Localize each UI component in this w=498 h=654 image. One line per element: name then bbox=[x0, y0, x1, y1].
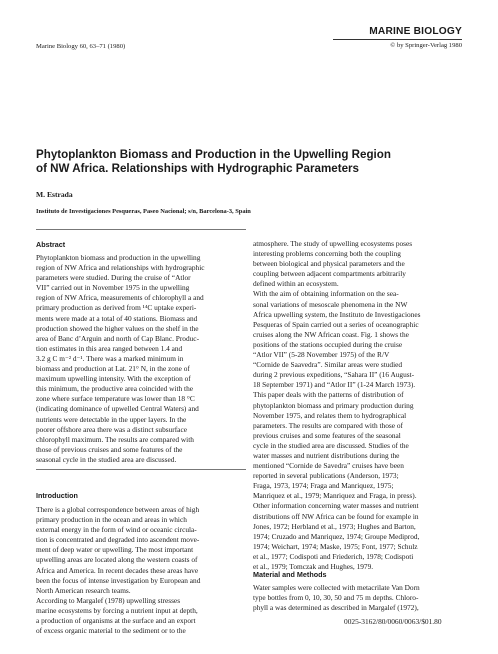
journal-name: MARINE BIOLOGY bbox=[369, 26, 462, 37]
text-line: ment of deep water or upwelling. The most important bbox=[36, 545, 194, 555]
author-name: M. Estrada bbox=[36, 190, 73, 199]
text-line: marine ecosystems by forcing a nutrient input at depth, bbox=[36, 605, 198, 615]
text-line: nutrients were detectable in the upper layers. In the bbox=[36, 414, 187, 424]
text-line: 3.2 g C m⁻² d⁻¹. There was a marked minimum in bbox=[36, 353, 184, 363]
text-line: area of Banc d’Arguin and north of Cap Blanc. Produc- bbox=[36, 333, 200, 343]
text-line: mentioned “Cornide de Savedra” cruises have been bbox=[253, 461, 404, 471]
text-line: maximum upwelling intensity. With the exception of bbox=[36, 374, 191, 384]
text-line: “Cornide de Saavedra”. Similar areas were studied bbox=[253, 360, 403, 370]
text-line: previous cruises and some features of the seasonal bbox=[253, 430, 401, 440]
text-line: sonal variations of mesoscale phenomena in the NW bbox=[253, 299, 408, 309]
text-line: a production of organisms at the surface and an export bbox=[36, 616, 196, 626]
text-line: 1974; Cruzado and Manriquez, 1974; Groupe Mediprod, bbox=[253, 531, 420, 541]
introduction-heading: Introduction bbox=[36, 491, 78, 500]
text-line: cycle in the studied area are discussed. Studies of the bbox=[253, 440, 409, 450]
column-rule bbox=[36, 469, 246, 470]
text-line: Jones, 1972; Herbland et al., 1973; Hughes and Barton, bbox=[253, 521, 416, 531]
text-line: region of NW Africa and relationships with hydrographic bbox=[36, 263, 205, 273]
text-line: Other information concerning water masses and nutrient bbox=[253, 501, 419, 511]
text-line: type bottles from 0, 10, 30, 50 and 75 m depths. Chloro- bbox=[253, 593, 419, 603]
issn-code: 0025-3162/80/0060/0063/$01.80 bbox=[344, 617, 442, 626]
text-line: Manriquez et al., 1979; Manriquez and Fraga, in press). bbox=[253, 491, 417, 501]
masthead-rule bbox=[333, 39, 462, 40]
text-line: between biological and physical parameters and the bbox=[253, 259, 405, 269]
copyright-line: © by Springer-Verlag 1980 bbox=[390, 42, 462, 49]
text-line: of excess organic material to the sediment or to the bbox=[36, 626, 186, 636]
journal-masthead bbox=[333, 26, 462, 49]
text-line: North American research teams. bbox=[36, 585, 131, 595]
text-line: defined within an ecosystem. bbox=[253, 279, 339, 289]
text-line: primary production as derived from ¹⁴C uptake experi- bbox=[36, 303, 197, 313]
text-line: phytoplankton biomass and primary production during bbox=[253, 400, 414, 410]
article-title bbox=[36, 148, 436, 176]
text-line: seasonal cycle in the studied area are discussed. bbox=[36, 454, 177, 464]
text-line: primary production in the ocean and areas in which bbox=[36, 515, 187, 525]
text-line: distributions off NW Africa can be found for example in bbox=[253, 511, 419, 521]
abstract-heading: Abstract bbox=[36, 240, 66, 249]
text-line: parameters. The results are compared with those of bbox=[253, 420, 403, 430]
abstract-body bbox=[36, 253, 248, 465]
text-line: during 2 previous expeditions, “Sahara II” (16 August- bbox=[253, 370, 415, 380]
text-line: biomass and production at Lat. 21° N, in the zone of bbox=[36, 364, 190, 374]
text-line: 18 September 1971) and “Atlor II” (1-24 March 1973). bbox=[253, 380, 416, 390]
text-line: zone where surface temperature was lower than 18 °C bbox=[36, 394, 195, 404]
text-line: cruises along the NW African coast. Fig. 1 shows the bbox=[253, 329, 409, 339]
text-line: Africa and America. In recent decades these areas have bbox=[36, 565, 199, 575]
column-rule bbox=[36, 229, 246, 230]
text-line: upwelling areas are located along the western coasts of bbox=[36, 555, 198, 565]
text-line: Fraga, 1973, 1974; Fraga and Manriquez, 1975; bbox=[253, 481, 394, 491]
text-line: chlorophyll maximum. The results are compared with bbox=[36, 434, 194, 444]
text-line: et al., 1977; Codispoti and Friederich, 1978; Codispoti bbox=[253, 551, 414, 561]
text-line: phyll a was determined as described in Margalef (1972), bbox=[253, 603, 419, 613]
text-line: been the focus of intense investigation by European and bbox=[36, 575, 201, 585]
text-line: production showed the higher values on the shelf in the bbox=[36, 323, 199, 333]
text-line: Water samples were collected with metacrilate Van Dorn bbox=[253, 583, 420, 592]
text-line: interesting problems concerning both the coupling bbox=[253, 249, 401, 259]
text-line: coupling between adjacent compartments arbitrarily bbox=[253, 269, 406, 279]
text-line: tion is concentrated and degraded into ascendent move- bbox=[36, 535, 200, 545]
text-line: Phytoplankton biomass and production in the upwelling bbox=[36, 253, 201, 262]
author-affiliation: Instituto de Investigaciones Pesqueras, Paseo Nacional; s/n, Barcelona-3, Spain bbox=[36, 208, 251, 215]
text-line: ments were made at a total of 40 stations. Biomass and bbox=[36, 313, 198, 323]
text-line: “Atlor VII” (5-28 November 1975) of the R/V bbox=[253, 350, 390, 360]
text-line: With the aim of obtaining information on the sea- bbox=[253, 289, 399, 299]
text-line: tion estimates in this area ranged between 1.4 and bbox=[36, 343, 183, 353]
text-line: atmosphere. The study of upwelling ecosystems poses bbox=[253, 239, 413, 248]
text-line: (indicating dominance of upwelled Central Waters) and bbox=[36, 404, 199, 414]
text-line: VII” carried out in November 1975 in the upwelling bbox=[36, 283, 190, 293]
text-line: This paper deals with the patterns of distribution of bbox=[253, 390, 404, 400]
right-column-body bbox=[253, 239, 465, 572]
text-line: external energy in the form of wind or oceanic circula- bbox=[36, 525, 197, 535]
text-line: Africa upwelling system, the Instituto de Investigaciones bbox=[253, 309, 421, 319]
text-line: et al., 1979; Tomczak and Hughes, 1979. bbox=[253, 562, 374, 571]
text-line: According to Margalef (1978) upwelling stresses bbox=[36, 595, 181, 605]
text-line: Pesqueras of Spain carried out a series of oceanographic bbox=[253, 319, 419, 329]
text-line: positions of the stations occupied during the cruise bbox=[253, 339, 403, 349]
journal-reference: Marine Biology 60, 63–71 (1980) bbox=[36, 43, 126, 50]
text-line: this minimum, the productive area coincided with the bbox=[36, 384, 194, 394]
text-line: parameters were studied. During the cruise of “Atlor bbox=[36, 273, 191, 283]
methods-heading: Material and Methods bbox=[253, 570, 327, 579]
text-line: poorer offshore area there was a distinct subsurface bbox=[36, 424, 187, 434]
text-line: There is a global correspondence between areas of high bbox=[36, 505, 200, 514]
text-line: November 1975, and relates them to hydrographical bbox=[253, 410, 407, 420]
text-line: water masses and nutrient distributions during the bbox=[253, 450, 400, 460]
methods-body bbox=[253, 583, 465, 613]
text-line: 1974; Weichart, 1974; Maske, 1975; Font, 1977; Schulz bbox=[253, 541, 418, 551]
text-line: those of previous cruises and some features of the bbox=[36, 444, 183, 454]
introduction-body bbox=[36, 505, 248, 636]
title-line: Phytoplankton Biomass and Production in the Upwelling Region bbox=[36, 148, 391, 161]
text-line: region of NW Africa, measurements of chlorophyll a and bbox=[36, 293, 204, 303]
text-line: reported in several publications (Anderson, 1973; bbox=[253, 471, 399, 481]
title-line: of NW Africa. Relationships with Hydrographic Parameters bbox=[36, 162, 359, 176]
